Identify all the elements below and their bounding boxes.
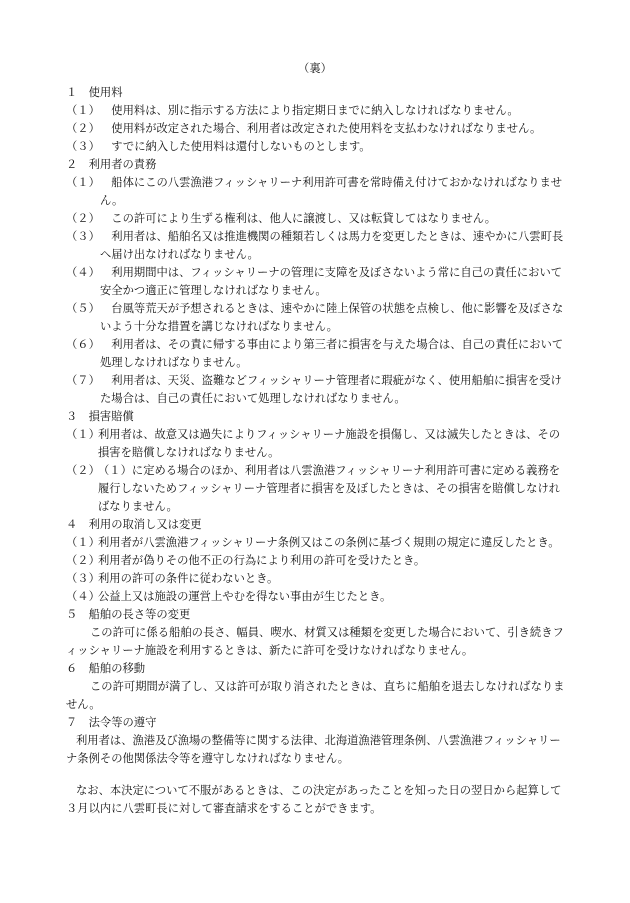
list-item (0, 264, 630, 300)
item-text: 利用者は、船舶名又は推進機関の種類若しくは馬力を変更したときは、速やかに八雲町長へ届け出なければなりません。 (100, 230, 564, 261)
item-number: （１） (66, 536, 100, 549)
item-number: （４） (66, 590, 100, 603)
list-item (0, 210, 630, 228)
list-item (0, 138, 630, 156)
item-number: （２） (66, 554, 100, 567)
item-text: 利用者が偽りその他不正の行為により利用の許可を受けたとき。 (98, 554, 426, 567)
list-item (0, 174, 630, 210)
item-number: （２） (66, 212, 100, 225)
item-number: （７） (66, 374, 100, 387)
item-text: 公益上又は施設の運営上やむを得ない事由が生じたとき。 (98, 590, 392, 603)
item-text: （１）に定める場合のほか、利用者は八雲漁港フィッシャリーナ利用許可書に定める義務を履行しないためフィッシャリーナ管理者に損害を及ぼしたときは、その損害を賠償しなければなりません。 (98, 464, 561, 513)
list-item (0, 462, 630, 516)
item-text: 利用者は、その責に帰する事由により第三者に損害を与えた場合は、自己の責任において処理しなければなりません。 (100, 338, 564, 369)
item-number: （３） (66, 572, 100, 585)
section-body: この許可期間が満了し、又は許可が取り消されたときは、直ちに船舶を退去しなければなりません。 (66, 680, 565, 711)
list-item (0, 300, 630, 336)
list-item (0, 588, 630, 606)
list-item (0, 552, 630, 570)
item-text: 利用者は、天災、盗難などフィッシャリーナ管理者に瑕疵がなく、使用船舶に損害を受けた場合は、自己の責任において処理しなければなりません。 (100, 374, 562, 405)
item-number: （１） (66, 428, 100, 441)
section-title-usage-fee: １ 使用料 (66, 86, 123, 99)
list-item (0, 120, 630, 138)
document-page (0, 60, 630, 818)
item-number: （６） (66, 338, 100, 351)
item-number: （２） (66, 122, 100, 135)
section-body: この許可に係る船舶の長さ、幅員、喫水、材質又は種類を変更した場合において、引き続きフィッシャリーナ施設を利用するときは、新たに許可を受けなければなりません。 (66, 626, 564, 657)
list-item (0, 534, 630, 552)
item-text: 使用料は、別に指示する方法により指定期日までに納入しなければなりません。 (100, 104, 519, 117)
list-item (0, 426, 630, 462)
item-number: （３） (66, 230, 100, 243)
item-number: （３） (66, 140, 100, 153)
section-title-cancellation: ４ 利用の取消し又は変更 (66, 518, 202, 531)
list-item (0, 372, 630, 408)
item-number: （２） (66, 464, 100, 477)
item-text: この許可により生ずる権利は、他人に譲渡し、又は転貸してはなりません。 (100, 212, 497, 225)
item-text: 利用の許可の条件に従わないとき。 (98, 572, 279, 585)
section-title-vessel-removal: ６ 船舶の移動 (66, 662, 146, 675)
list-item (0, 570, 630, 588)
item-number: （４） (66, 266, 100, 279)
section-title-vessel-change: ５ 船舶の長さ等の変更 (66, 608, 191, 621)
section-title-compliance: ７ 法令等の遵守 (66, 716, 157, 729)
section-title-user-duties: ２ 利用者の責務 (66, 158, 157, 171)
item-number: （５） (66, 302, 100, 315)
section-title-damages: ３ 損害賠償 (66, 410, 134, 423)
item-text: 船体にこの八雲漁港フィッシャリーナ利用許可書を常時備え付けておかなければなりません。 (100, 176, 563, 207)
list-item (0, 228, 630, 264)
item-text: 利用者は、故意又は過失によりフィッシャリーナ施設を損傷し、又は滅失したときは、その損害を賠償しなければなりません。 (98, 428, 561, 459)
page-header: （裏） (298, 62, 332, 75)
item-text: 台風等荒天が予想されるときは、速やかに陸上保管の状態を点検し、他に影響を及ぼさないよう十分な措置を講じなければなりません。 (100, 302, 564, 333)
item-text: すでに納入した使用料は還付しないものとします。 (100, 140, 371, 153)
list-item (0, 336, 630, 372)
item-number: （１） (66, 176, 100, 189)
section-body: 利用者は、漁港及び漁場の整備等に関する法律、北海道漁港管理条例、八雲漁港フィッシャリーナ条例その他関係法令等を遵守しなければなりません。 (66, 734, 561, 765)
item-text: 使用料が改定された場合、利用者は改定された使用料を支払わなければなりません。 (100, 122, 542, 135)
appeal-notice: なお、本決定について不服があるときは、この決定があったことを知った日の翌日から起算して３月以内に八雲町長に対して審査請求をすることができます。 (66, 784, 562, 815)
item-text: 利用者が八雲漁港フィッシャリーナ条例又はこの条例に基づく規則の規定に違反したとき。 (98, 536, 560, 549)
item-number: （１） (66, 104, 100, 117)
list-item (0, 102, 630, 120)
item-text: 利用期間中は、フィッシャリーナの管理に支障を及ぼさないよう常に自己の責任において安全かつ適正に管理しなければなりません。 (100, 266, 563, 297)
